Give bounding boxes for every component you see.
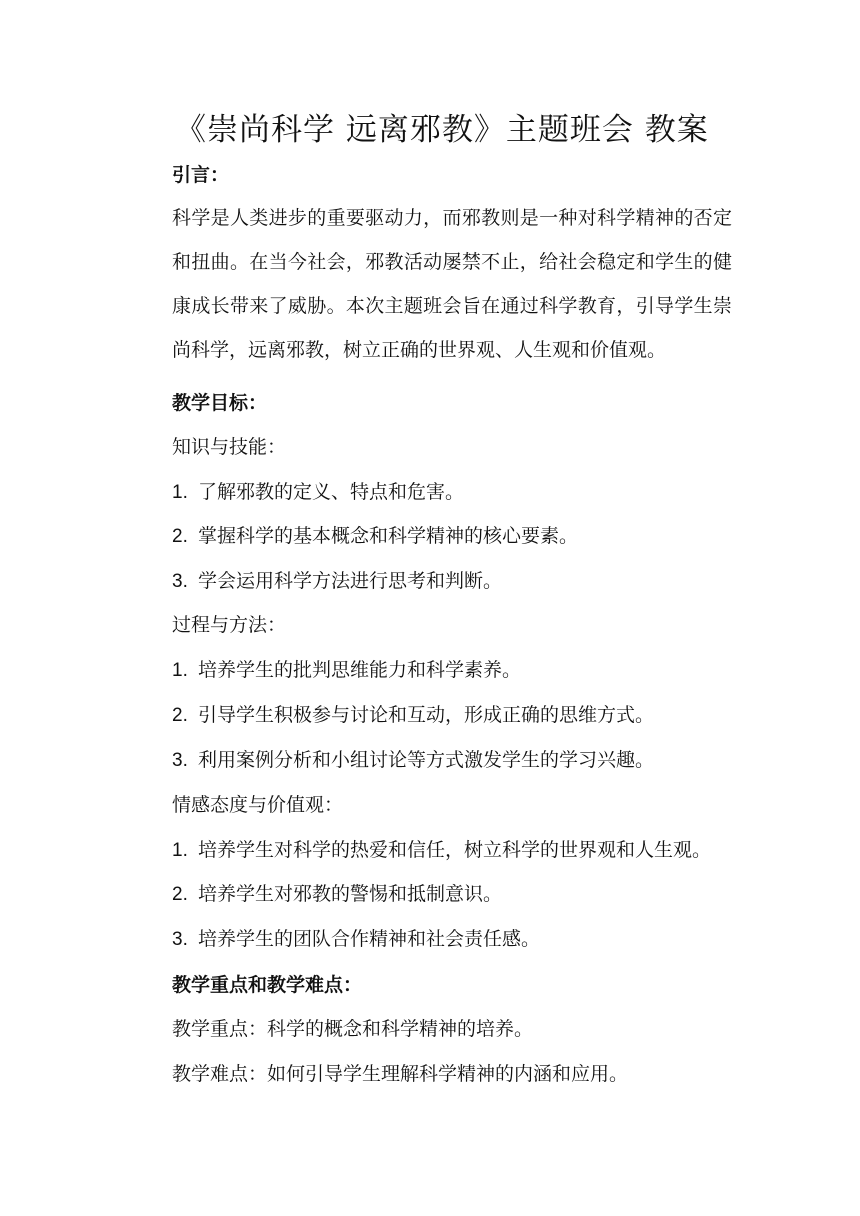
list-number: 1. [172, 840, 188, 861]
teaching-focus: 教学重点：科学的概念和科学精神的培养。 [172, 1018, 534, 1040]
list-number: 3. [172, 750, 188, 771]
process-label: 过程与方法： [172, 614, 287, 636]
intro-paragraph [172, 196, 732, 372]
list-text: 培养学生的团队合作精神和社会责任感。 [198, 928, 541, 950]
list-text: 学会运用科学方法进行思考和判断。 [198, 570, 503, 592]
list-text: 引导学生积极参与讨论和互动，形成正确的思维方式。 [198, 704, 655, 726]
list-number: 3. [172, 571, 188, 592]
list-text: 了解邪教的定义、特点和危害。 [198, 481, 465, 503]
list-number: 2. [172, 884, 188, 905]
list-item [172, 924, 540, 951]
list-item [172, 566, 502, 593]
emotion-label: 情感态度与价值观： [172, 794, 344, 816]
list-item [172, 521, 578, 548]
list-number: 1. [172, 482, 188, 503]
intro-heading: 引言： [172, 164, 230, 186]
list-text: 掌握科学的基本概念和科学精神的核心要素。 [198, 525, 579, 547]
intro-paragraph-text: 科学是人类进步的重要驱动力，而邪教则是一种对科学精神的否定和扭曲。在当今社会，邪教活动屡禁不止，给社会稳定和学生的健康成长带来了威胁。本次主题班会旨在通过科学教育，引导学生崇尚科学，远离邪教，树立正确的世界观、人生观和价值观。 [172, 207, 732, 361]
list-text: 培养学生的批判思维能力和科学素养。 [198, 659, 522, 681]
teaching-difficulty: 教学难点：如何引导学生理解科学精神的内涵和应用。 [172, 1063, 629, 1085]
objectives-heading: 教学目标： [172, 392, 268, 414]
knowledge-label: 知识与技能： [172, 436, 287, 458]
document-title: 《崇尚科学 远离邪教》主题班会 教案 [175, 112, 709, 148]
list-item [172, 745, 654, 772]
list-item [172, 700, 654, 727]
list-text: 利用案例分析和小组讨论等方式激发学生的学习兴趣。 [198, 749, 655, 771]
list-number: 3. [172, 929, 188, 950]
list-number: 2. [172, 705, 188, 726]
list-number: 1. [172, 660, 188, 681]
list-text: 培养学生对邪教的警惕和抵制意识。 [198, 883, 503, 905]
list-text: 培养学生对科学的热爱和信任，树立科学的世界观和人生观。 [198, 839, 712, 861]
list-item [172, 655, 521, 682]
list-item [172, 879, 502, 906]
list-number: 2. [172, 526, 188, 547]
list-item [172, 477, 464, 504]
keypoints-heading: 教学重点和教学难点： [172, 974, 363, 996]
list-item [172, 835, 711, 862]
